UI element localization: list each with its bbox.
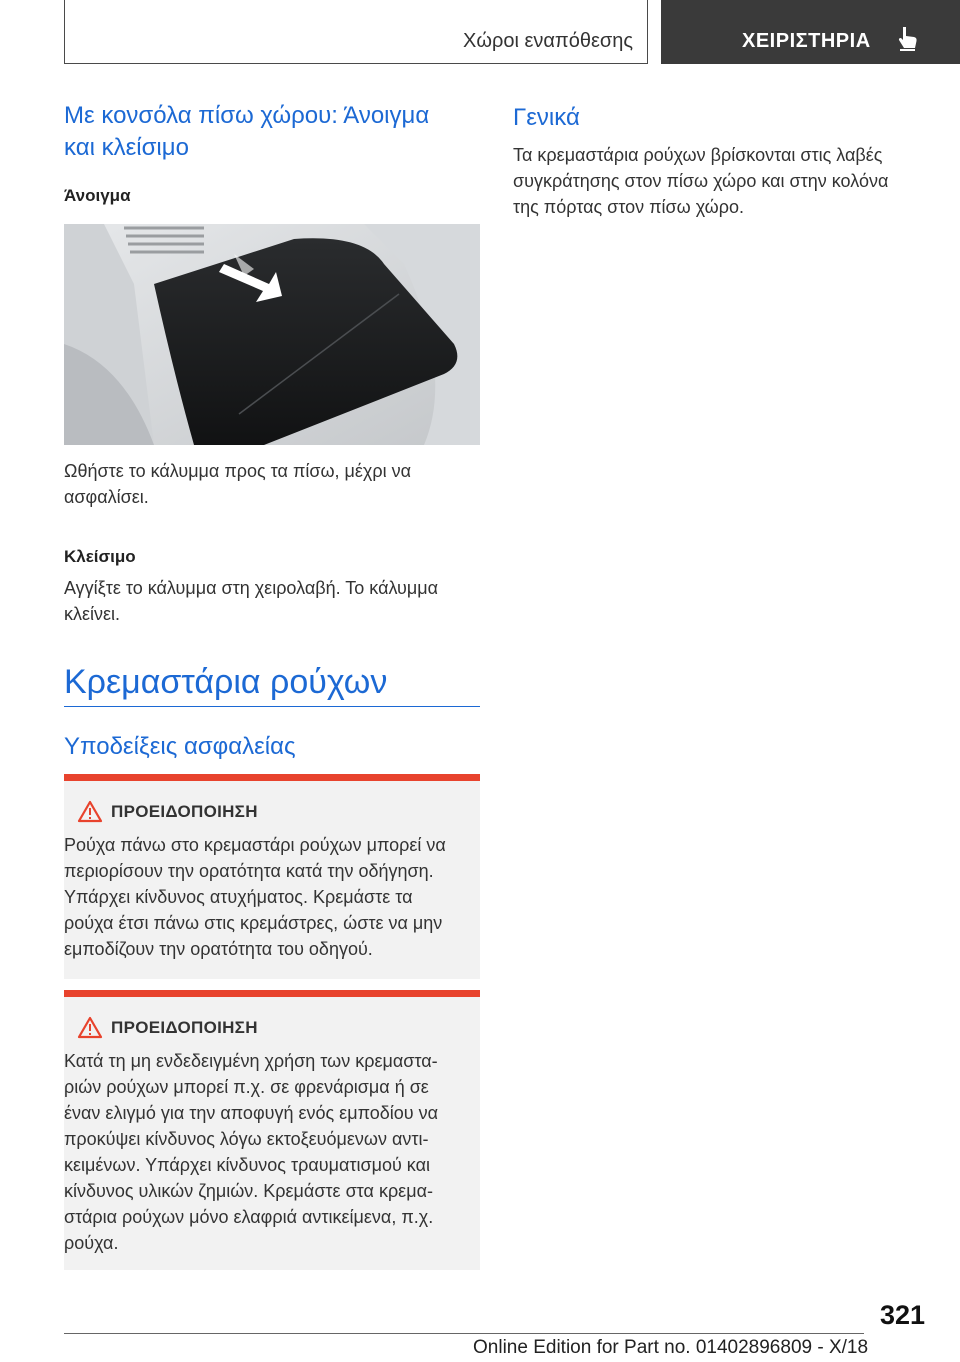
warning-line: κειμένων. Υπάρχει κίνδυνος τραυματισμού και <box>64 1155 430 1175</box>
closing-instruction <box>64 575 480 627</box>
footer-edition: Online Edition for Part no. 01402896809 - X/18 <box>473 1337 869 1358</box>
header-section-title: Χώροι εναπόθεσης <box>463 30 633 52</box>
warning-line: ρούχα. <box>64 1233 119 1253</box>
warning-line: εμποδίζουν την ορατότητα του οδηγού. <box>64 939 373 959</box>
opening-text-line2: ασφαλίσει. <box>64 487 149 507</box>
footer-divider <box>64 1333 864 1334</box>
warning-line: έναν ελιγμό για την αποφυγή ενός εμποδίου να <box>64 1103 439 1123</box>
warning-line: ριών ρούχων μπορεί π.χ. σε φρενάρισμα ή σε <box>64 1077 429 1097</box>
warning-label: ΠΡΟΕΙΔΟΠΟΙΗΣΗ <box>111 1018 258 1037</box>
header-section-box <box>64 0 648 64</box>
warning-line: στάρια ρούχων μόνο ελαφριά αντικείμενα, π.χ. <box>64 1207 434 1227</box>
closing-text-line2: κλείνει. <box>64 604 121 624</box>
general-title: Γενικά <box>513 104 580 131</box>
general-line: Τα κρεμαστάρια ρούχων βρίσκονται στις λαβές <box>513 145 883 165</box>
general-line: συγκράτησης στον πίσω χώρο και στην κολόνα <box>513 171 889 191</box>
warning-line: ρούχα έτσι πάνω στις κρεμάστρες, ώστε να μην <box>64 913 443 933</box>
warning-triangle-icon <box>77 1016 103 1039</box>
console-title-line2: και κλείσιμο <box>64 134 189 161</box>
warning-line: κίνδυνος υλικών ζημιών. Κρεμάστε στα κρεμα- <box>64 1181 433 1201</box>
warning-text-2 <box>64 1048 480 1256</box>
header-manual-box <box>661 0 960 64</box>
closing-heading: Κλείσιμο <box>64 547 136 566</box>
header-manual-title: ΧΕΙΡΙΣΤΗΡΙΑ <box>742 30 871 52</box>
warning-box-1 <box>64 774 480 979</box>
safety-title: Υποδείξεις ασφαλείας <box>64 733 296 760</box>
page-number: 321 <box>880 1300 926 1330</box>
general-text <box>513 142 913 220</box>
warning-text-1 <box>64 832 480 962</box>
warning-line: Κατά τη μη ενδεδειγμένη χρήση των κρεμαστα- <box>64 1051 438 1071</box>
warning-label: ΠΡΟΕΙΔΟΠΟΙΗΣΗ <box>111 802 258 821</box>
warning-line: Ρούχα πάνω στο κρεμαστάρι ρούχων μπορεί να <box>64 835 446 855</box>
opening-text-line1: Ωθήστε το κάλυμμα προς τα πίσω, μέχρι να <box>64 461 412 481</box>
opening-instruction <box>64 458 480 510</box>
closing-text-line1: Αγγίξτε το κάλυμμα στη χειρολαβή. Το κάλυμμα <box>64 578 439 598</box>
warning-bar <box>64 990 480 997</box>
warning-line: προκύψει κίνδυνος λόγω εκτοξευόμενων αντι- <box>64 1129 429 1149</box>
general-line: της πόρτας στον πίσω χώρο. <box>513 197 744 217</box>
hand-pointer-icon <box>897 25 919 51</box>
console-cover-photo <box>64 224 480 445</box>
warning-bar <box>64 774 480 781</box>
warning-line: Υπάρχει κίνδυνος ατυχήματος. Κρεμάστε τα <box>64 887 413 907</box>
console-title-line1: Με κονσόλα πίσω χώρου: Άνοιγμα <box>64 102 430 129</box>
warning-box-2 <box>64 990 480 1270</box>
warning-line: περιορίσουν την ορατότητα κατά την οδήγηση. <box>64 861 434 881</box>
opening-heading: Άνοιγμα <box>64 186 131 205</box>
warning-triangle-icon <box>77 800 103 823</box>
hangers-title: Κρεμαστάρια ρούχων <box>64 663 388 701</box>
console-section-title <box>64 100 480 164</box>
title-divider <box>64 706 480 707</box>
